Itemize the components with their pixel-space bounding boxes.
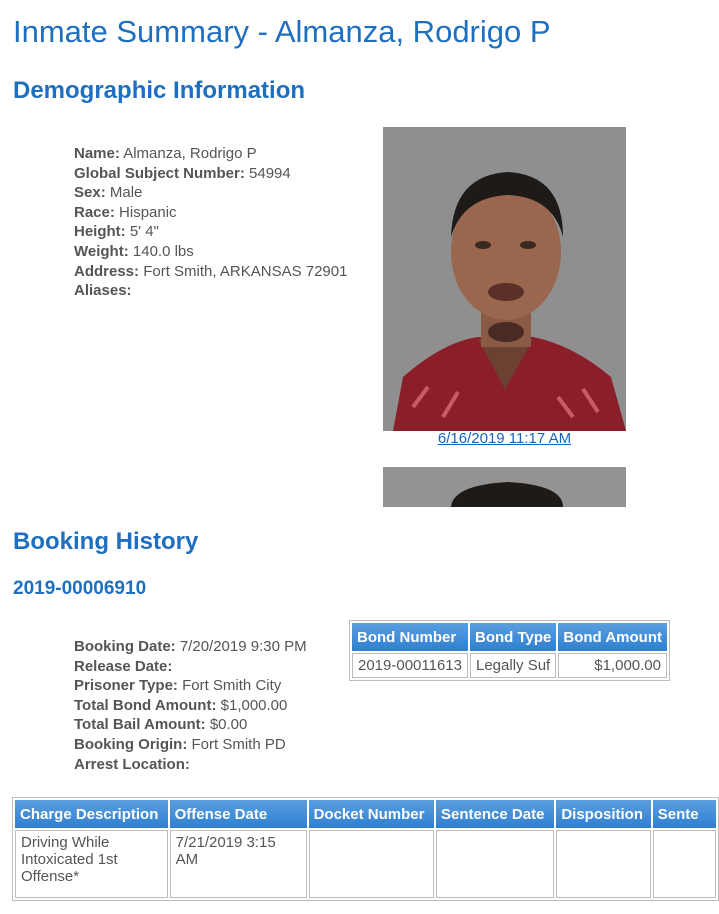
field-prisoner-type: Prisoner Type: Fort Smith City	[74, 677, 282, 695]
mugshot-photo-2[interactable]	[383, 467, 626, 507]
field-global-subject-number: Global Subject Number: 54994	[74, 164, 291, 182]
demographic-info	[74, 144, 347, 301]
booking-number: 2019-00006910	[13, 578, 147, 599]
disposition-cell	[556, 830, 650, 898]
mugshot-image-2	[383, 467, 626, 507]
offense-date-cell: 7/21/2019 3:15 AM	[170, 830, 307, 898]
bond-table-wrapper	[349, 620, 670, 681]
docket-number-header: Docket Number	[309, 800, 434, 828]
field-total-bond-amount: Total Bond Amount: $1,000.00	[74, 696, 288, 714]
field-arrest-location: Arrest Location:	[74, 755, 190, 773]
bond-number-header: Bond Number	[352, 623, 468, 651]
bond-type-header: Bond Type	[470, 623, 556, 651]
sentence-date-header: Sentence Date	[436, 800, 554, 828]
table-row	[15, 830, 716, 898]
field-booking-date: Booking Date: 7/20/2019 9:30 PM	[74, 638, 307, 655]
bond-number-cell: 2019-00011613	[352, 653, 468, 678]
table-row	[352, 653, 667, 678]
charge-table-wrapper	[12, 797, 719, 901]
docket-number-cell	[309, 830, 434, 898]
booking-info	[74, 637, 307, 774]
mugshot-image	[383, 127, 626, 431]
field-address: Address: Fort Smith, ARKANSAS 72901	[74, 262, 348, 280]
field-height: Height: 5' 4"	[74, 223, 159, 241]
booking-history-heading: Booking History	[13, 528, 199, 555]
sentence-date-cell	[436, 830, 554, 898]
field-weight: Weight: 140.0 lbs	[74, 242, 194, 260]
field-release-date: Release Date:	[74, 657, 173, 675]
offense-date-header: Offense Date	[170, 800, 307, 828]
field-total-bail-amount: Total Bail Amount: $0.00	[74, 716, 248, 734]
bond-table-header	[352, 623, 667, 651]
field-aliases: Aliases:	[74, 282, 132, 300]
charge-table	[12, 797, 719, 901]
charge-table-header	[15, 800, 716, 828]
bond-type-cell: Legally Suf	[470, 653, 556, 678]
demographic-heading: Demographic Information	[13, 77, 306, 104]
sentence-cell	[653, 830, 716, 898]
photo-date-link[interactable]: 6/16/2019 11:17 AM	[437, 430, 572, 447]
bond-amount-cell: $1,000.00	[558, 653, 667, 678]
field-name: Name: Almanza, Rodrigo P	[74, 145, 257, 162]
field-race: Race: Hispanic	[74, 203, 177, 221]
disposition-header: Disposition	[556, 800, 650, 828]
page-title: Inmate Summary - Almanza, Rodrigo P	[13, 14, 551, 49]
charge-description-cell: Driving While Intoxicated 1st Offense*	[15, 830, 168, 898]
bond-table	[349, 620, 670, 681]
field-booking-origin: Booking Origin: Fort Smith PD	[74, 735, 286, 753]
bond-amount-header: Bond Amount	[558, 623, 667, 651]
charge-description-header: Charge Description	[15, 800, 168, 828]
sentence-header: Sente	[653, 800, 716, 828]
mugshot-photo[interactable]	[383, 127, 626, 431]
field-sex: Sex: Male	[74, 184, 143, 202]
